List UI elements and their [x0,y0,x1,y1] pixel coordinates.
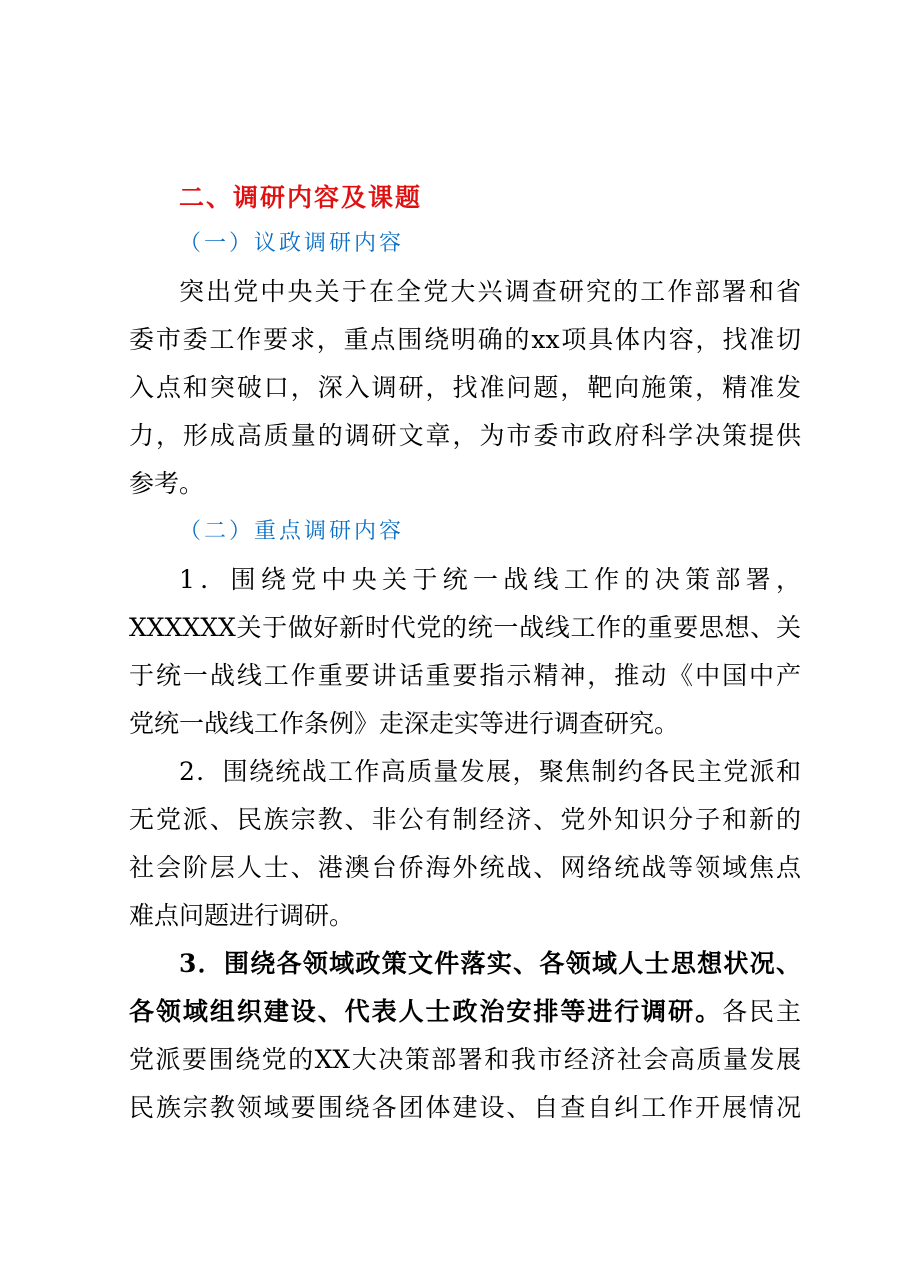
paragraph-line: 突出党中央关于在全党大兴调查研究的工作部署和省 [179,277,801,306]
item3-line: 党派要围绕党的XX大决策部署和我市经济社会高质量发展 [129,1045,801,1074]
paragraph-line: 参考。 [129,469,205,498]
item1-line: 1．围绕党中央关于统一战线工作的决策部署， [179,565,801,594]
item2-line: 社会阶层人士、港澳台侨海外统战、网络统战等领域焦点 [129,853,801,882]
subsection-title-2: （二）重点调研内容 [179,519,405,544]
item3-line-mixed [129,990,801,1034]
item1-line: XXXXXX关于做好新时代党的统一战线工作的重要思想、关 [129,613,801,642]
item2-line: 2．围绕统战工作高质量发展，聚焦制约各民主党派和 [179,757,801,786]
item1-line: 党统一战线工作条例》走深走实等进行调查研究。 [129,709,680,738]
item1-line: 于统一战线工作重要讲话重要指示精神，推动《中国中产 [129,661,801,690]
paragraph-line: 入点和突破口，深入调研，找准问题，靶向施策，精准发 [129,373,801,402]
item2-line: 无党派、民族宗教、非公有制经济、党外知识分子和新的 [129,805,801,834]
subsection-title-1: （一）议政调研内容 [179,231,405,256]
item2-line: 难点问题进行调研。 [129,901,355,930]
paragraph-line: 委市委工作要求，重点围绕明确的xx项具体内容，找准切 [129,325,801,354]
paragraph-line: 力，形成高质量的调研文章，为市委市政府科学决策提供 [129,421,801,450]
section-heading: 二、调研内容及课题 [179,183,423,212]
item3-line: 民族宗教领域要围绕各团体建设、自查自纠工作开展情况 [129,1093,801,1122]
item3-bold-text: 各领域组织建设、代表人士政治安排等进行调研。 [129,997,723,1026]
item3-regular-text: 各民主 [722,997,801,1026]
item3-line-bold: 3．围绕各领域政策文件落实、各领域人士思想状况、 [179,949,801,978]
